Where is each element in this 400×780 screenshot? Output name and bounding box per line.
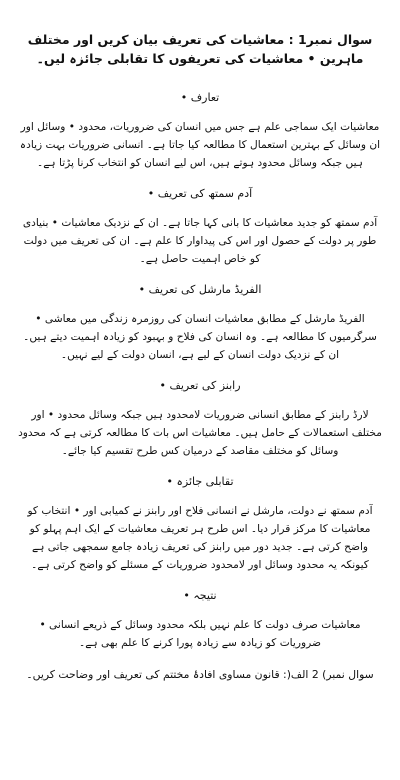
question-title: سوال نمبر1 : معاشیات کی تعریف بیان کریں اور مختلف ماہرین • معاشیات کی تعریفوں کا تقابلی جائزہ لیں۔: [27, 32, 373, 66]
next-question: سوال نمبر) 2 الف(: قانون مساوی افادۂ مختتم کی تعریف اور وضاحت کریں۔: [26, 668, 374, 681]
section-conclusion: [18, 588, 382, 652]
section-robbins: [18, 378, 382, 460]
section-body: آدم سمتھ کو جدید معاشیات کا بانی کہا جاتا ہے۔ ان کے نزدیک معاشیات • بنیادی طور پر دولت کے حصول اور اس کی پیداوار کا علم ہے۔ ان کی تعریف میں دولت کو خاص اہمیت حاصل ہے۔: [22, 217, 378, 265]
section-heading: آدم سمتھ کی تعریف •: [147, 187, 253, 200]
section-body: لارڈ رابنز کے مطابق انسانی ضروریات لامحدود ہیں جبکہ وسائل محدود • اور مختلف استعمالات کے حامل ہیں۔ معاشیات اس بات کا مطالعہ کرتی ہے کہ محدود وسائل کو مختلف مقاصد کے درمیان کس طرح تقسیم کیا جائے۔: [18, 409, 382, 457]
section-marshall: [18, 282, 382, 364]
section-comparison: [18, 474, 382, 574]
section-heading: تعارف •: [180, 91, 220, 104]
section-heading: رابنز کی تعریف •: [159, 379, 241, 392]
section-body: الفریڈ مارشل کے مطابق معاشیات انسان کی روزمرہ زندگی میں معاشی • سرگرمیوں کا مطالعہ ہے۔ وہ انسان کی فلاح و بہبود کو زیادہ اہمیت دیتے ہیں۔ ان کے نزدیک دولت انسان کے لیے ہے، انسان دولت کے لیے نہیں۔: [23, 313, 377, 361]
section-adam-smith: [18, 186, 382, 268]
section-body: معاشیات ایک سماجی علم ہے جس میں انسان کی ضروریات، محدود • وسائل اور ان وسائل کے بہترین استعمال کا مطالعہ کیا جاتا ہے۔ انسانی ضروریات بہت زیادہ ہیں جبکہ وسائل محدود ہوتے ہیں، اس لیے انسان کو انتخاب کرنا پڑتا ہے۔: [19, 121, 381, 169]
section-body: آدم سمتھ نے دولت، مارشل نے انسانی فلاح اور رابنز نے کمیابی اور • انتخاب کو معاشیات کا مرکز قرار دیا۔ اس طرح ہر تعریف معاشیات کے ایک اہم پہلو کو واضح کرتی ہے۔ جدید دور میں رابنز کی تعریف زیادہ جامع سمجھی جاتی ہے کیونکہ یہ محدود وسائل اور لامحدود ضروریات کے مسئلے کو واضح کرتی ہے۔: [27, 505, 373, 571]
section-heading: نتیجہ •: [183, 589, 217, 602]
section-heading: الفریڈ مارشل کی تعریف •: [138, 283, 262, 296]
section-introduction: [18, 90, 382, 172]
section-body: معاشیات صرف دولت کا علم نہیں بلکہ محدود وسائل کے ذریعے انسانی • ضروریات کو زیادہ سے زیادہ پورا کرنے کا علم بھی ہے۔: [39, 619, 361, 649]
section-heading: تقابلی جائزہ •: [166, 475, 234, 488]
